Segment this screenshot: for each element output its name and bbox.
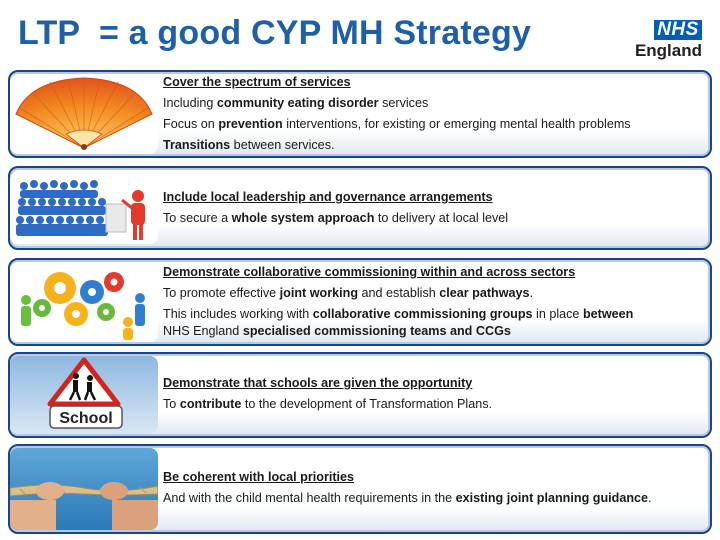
section-line: Including community eating disorder services xyxy=(163,96,429,110)
section-text-local-priorities xyxy=(163,467,652,509)
page-title: LTP = a good CYP MH Strategy xyxy=(18,14,532,52)
section-text-collaborative xyxy=(163,262,633,340)
section-heading: Include local leadership and governance arrangements xyxy=(163,190,493,204)
section-text-leadership xyxy=(163,187,508,229)
svg-text:School: School xyxy=(59,410,113,427)
gears-people-icon xyxy=(10,262,158,342)
section-heading: Be coherent with local priorities xyxy=(163,470,355,484)
nhs-england-text: England xyxy=(634,41,702,60)
section-text-spectrum xyxy=(163,72,631,156)
section-line: And with the child mental health requirements in the existing joint planning guidance. xyxy=(163,491,652,505)
nhs-england-logo xyxy=(636,20,702,64)
section-line: NHS England specialised commissioning teams and CCGs xyxy=(163,324,511,338)
school-sign-icon xyxy=(10,356,158,434)
section-line: This includes working with collaborative commissioning groups in place between xyxy=(163,307,634,321)
section-heading: Demonstrate that schools are given the opportunity xyxy=(163,376,473,390)
section-line: To contribute to the development of Transformation Plans. xyxy=(163,397,493,411)
tug-of-war-icon xyxy=(10,448,158,530)
section-heading: Demonstrate collaborative commissioning within and across sectors xyxy=(163,265,576,279)
section-line: Transitions between services. xyxy=(163,138,335,152)
audience-presenter-icon xyxy=(10,172,158,244)
section-heading: Cover the spectrum of services xyxy=(163,75,351,89)
fan-icon xyxy=(10,74,158,154)
section-line: Focus on prevention interventions, for existing or emerging mental health problems xyxy=(163,117,631,131)
section-line: To secure a whole system approach to delivery at local level xyxy=(163,211,509,225)
nhs-badge: NHS xyxy=(654,20,702,40)
section-line: To promote effective joint working and establish clear pathways. xyxy=(163,286,534,300)
section-text-schools xyxy=(163,373,492,415)
